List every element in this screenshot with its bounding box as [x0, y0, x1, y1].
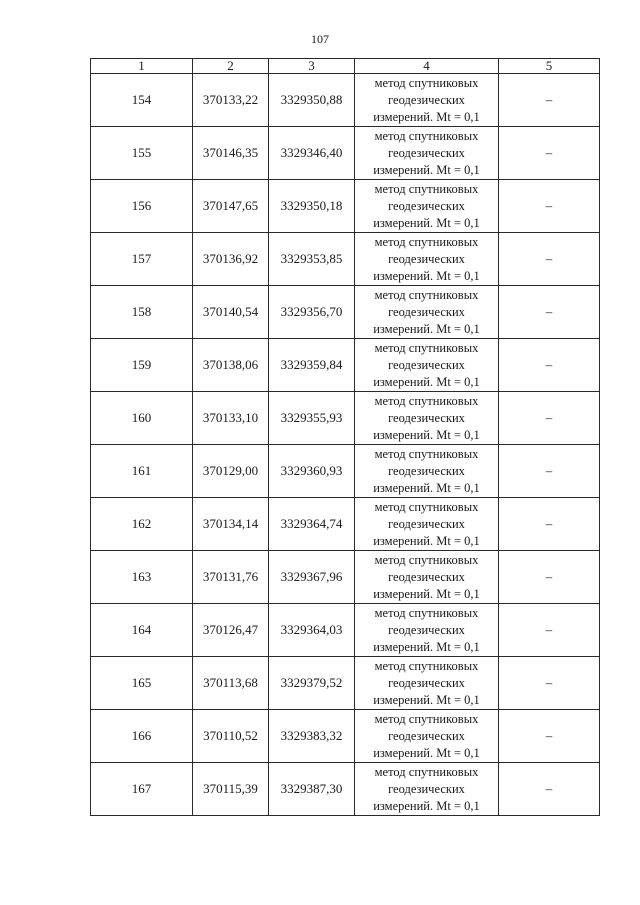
note-cell: – — [499, 233, 600, 286]
column-header-2: 2 — [193, 59, 269, 74]
table-row — [91, 604, 600, 657]
coordinates-table — [90, 58, 600, 816]
y-coordinate-cell: 3329353,85 — [269, 233, 355, 286]
note-cell: – — [499, 763, 600, 816]
point-number-cell: 165 — [91, 657, 193, 710]
point-number-cell: 156 — [91, 180, 193, 233]
y-coordinate-cell: 3329387,30 — [269, 763, 355, 816]
y-coordinate-cell: 3329364,03 — [269, 604, 355, 657]
y-coordinate-cell: 3329364,74 — [269, 498, 355, 551]
note-cell: – — [499, 498, 600, 551]
point-number-cell: 162 — [91, 498, 193, 551]
y-coordinate-cell: 3329360,93 — [269, 445, 355, 498]
y-coordinate-cell: 3329367,96 — [269, 551, 355, 604]
y-coordinate-cell: 3329350,18 — [269, 180, 355, 233]
table-body — [91, 74, 600, 816]
note-cell: – — [499, 604, 600, 657]
x-coordinate-cell: 370133,10 — [193, 392, 269, 445]
method-cell: метод спутниковых геодезических измерений. Mt = 0,1 — [355, 551, 499, 604]
table-row — [91, 74, 600, 127]
x-coordinate-cell: 370133,22 — [193, 74, 269, 127]
note-cell: – — [499, 127, 600, 180]
x-coordinate-cell: 370134,14 — [193, 498, 269, 551]
y-coordinate-cell: 3329356,70 — [269, 286, 355, 339]
note-cell: – — [499, 445, 600, 498]
table-row — [91, 498, 600, 551]
y-coordinate-cell: 3329359,84 — [269, 339, 355, 392]
method-cell: метод спутниковых геодезических измерений. Mt = 0,1 — [355, 180, 499, 233]
column-header-5: 5 — [499, 59, 600, 74]
note-cell: – — [499, 710, 600, 763]
x-coordinate-cell: 370129,00 — [193, 445, 269, 498]
table-row — [91, 127, 600, 180]
method-cell: метод спутниковых геодезических измерений. Mt = 0,1 — [355, 339, 499, 392]
method-cell: метод спутниковых геодезических измерений. Mt = 0,1 — [355, 604, 499, 657]
y-coordinate-cell: 3329383,32 — [269, 710, 355, 763]
method-cell: метод спутниковых геодезических измерений. Mt = 0,1 — [355, 498, 499, 551]
method-cell: метод спутниковых геодезических измерений. Mt = 0,1 — [355, 286, 499, 339]
table-row — [91, 233, 600, 286]
note-cell: – — [499, 657, 600, 710]
x-coordinate-cell: 370140,54 — [193, 286, 269, 339]
point-number-cell: 154 — [91, 74, 193, 127]
point-number-cell: 166 — [91, 710, 193, 763]
method-cell: метод спутниковых геодезических измерений. Mt = 0,1 — [355, 763, 499, 816]
column-header-1: 1 — [91, 59, 193, 74]
column-header-3: 3 — [269, 59, 355, 74]
point-number-cell: 157 — [91, 233, 193, 286]
y-coordinate-cell: 3329346,40 — [269, 127, 355, 180]
point-number-cell: 164 — [91, 604, 193, 657]
x-coordinate-cell: 370147,65 — [193, 180, 269, 233]
y-coordinate-cell: 3329379,52 — [269, 657, 355, 710]
method-cell: метод спутниковых геодезических измерений. Mt = 0,1 — [355, 127, 499, 180]
x-coordinate-cell: 370110,52 — [193, 710, 269, 763]
table-row — [91, 657, 600, 710]
column-header-4: 4 — [355, 59, 499, 74]
table-row — [91, 551, 600, 604]
point-number-cell: 161 — [91, 445, 193, 498]
note-cell: – — [499, 551, 600, 604]
x-coordinate-cell: 370146,35 — [193, 127, 269, 180]
x-coordinate-cell: 370131,76 — [193, 551, 269, 604]
method-cell: метод спутниковых геодезических измерений. Mt = 0,1 — [355, 392, 499, 445]
table-row — [91, 339, 600, 392]
method-cell: метод спутниковых геодезических измерений. Mt = 0,1 — [355, 445, 499, 498]
table-row — [91, 445, 600, 498]
point-number-cell: 163 — [91, 551, 193, 604]
note-cell: – — [499, 392, 600, 445]
page-number: 107 — [311, 32, 329, 46]
x-coordinate-cell: 370138,06 — [193, 339, 269, 392]
method-cell: метод спутниковых геодезических измерений. Mt = 0,1 — [355, 74, 499, 127]
point-number-cell: 155 — [91, 127, 193, 180]
header-row — [91, 59, 600, 74]
table-row — [91, 286, 600, 339]
method-cell: метод спутниковых геодезических измерений. Mt = 0,1 — [355, 710, 499, 763]
method-cell: метод спутниковых геодезических измерений. Mt = 0,1 — [355, 233, 499, 286]
table-row — [91, 392, 600, 445]
x-coordinate-cell: 370126,47 — [193, 604, 269, 657]
y-coordinate-cell: 3329350,88 — [269, 74, 355, 127]
x-coordinate-cell: 370136,92 — [193, 233, 269, 286]
note-cell: – — [499, 180, 600, 233]
point-number-cell: 159 — [91, 339, 193, 392]
note-cell: – — [499, 74, 600, 127]
method-cell: метод спутниковых геодезических измерений. Mt = 0,1 — [355, 657, 499, 710]
table-header — [91, 59, 600, 74]
point-number-cell: 167 — [91, 763, 193, 816]
point-number-cell: 160 — [91, 392, 193, 445]
x-coordinate-cell: 370115,39 — [193, 763, 269, 816]
x-coordinate-cell: 370113,68 — [193, 657, 269, 710]
table-row — [91, 763, 600, 816]
note-cell: – — [499, 339, 600, 392]
note-cell: – — [499, 286, 600, 339]
point-number-cell: 158 — [91, 286, 193, 339]
y-coordinate-cell: 3329355,93 — [269, 392, 355, 445]
table-row — [91, 180, 600, 233]
table-row — [91, 710, 600, 763]
